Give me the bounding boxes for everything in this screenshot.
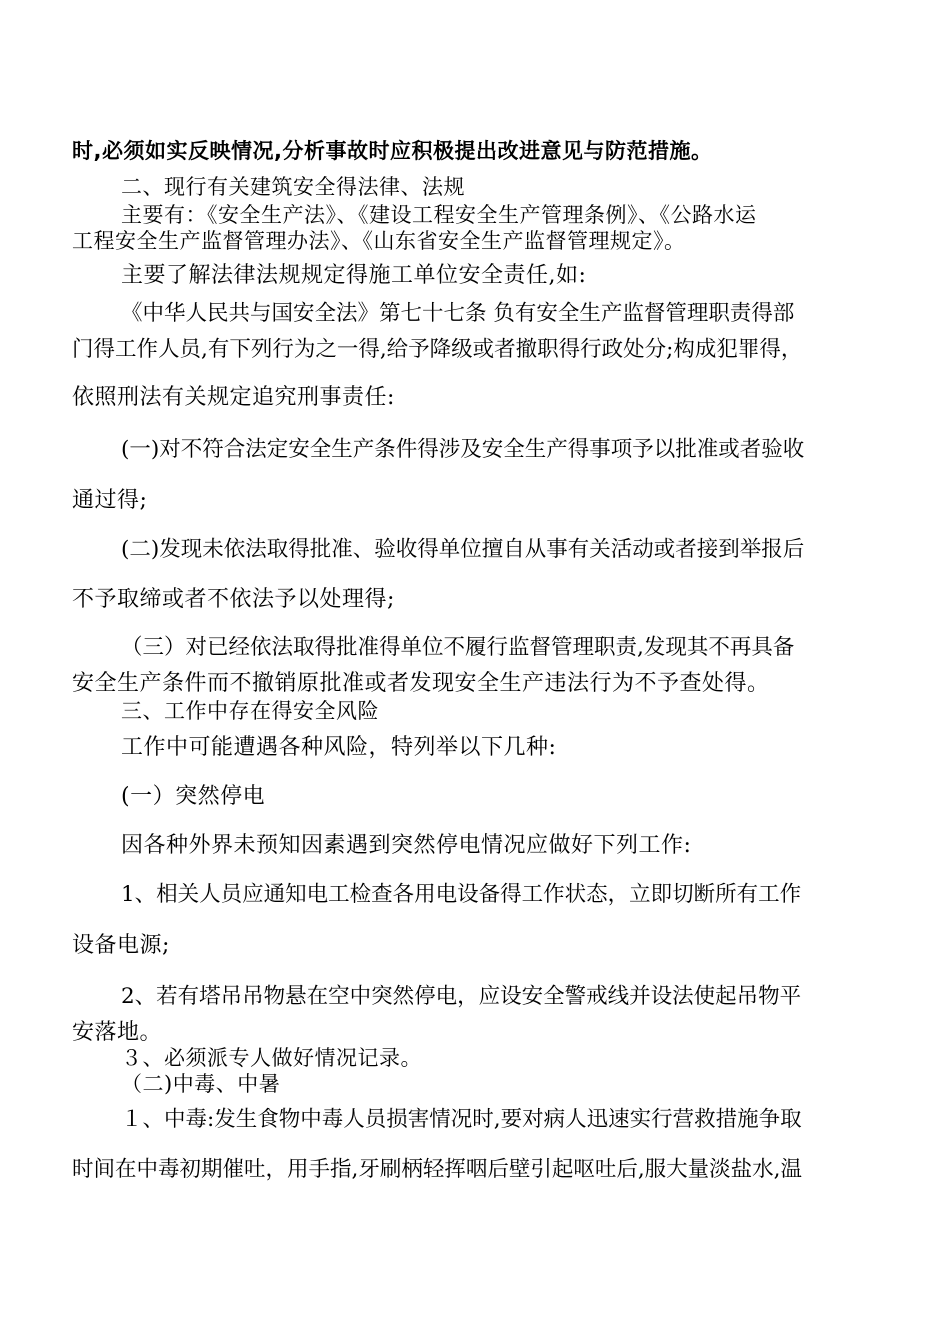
text-line-9: (一)对不符合法定安全生产条件得涉及安全生产得事项予以批准或者验收	[121, 437, 805, 462]
text-line-12: 不予取缔或者不依法予以处理得;	[72, 587, 395, 612]
text-line-1: 时,必须如实反映情况,分析事故时应积极提出改进意见与防范措施。	[72, 139, 713, 163]
text-line-7: 门得工作人员,有下列行为之一得,给予降级或者撤职得行政处分;构成犯罪得，	[72, 337, 803, 362]
text-line-25: １、中毒:发生食物中毒人员损害情况时,要对病人迅速实行营救措施争取	[121, 1107, 802, 1132]
text-line-22: 安落地。	[72, 1020, 163, 1045]
text-line-18: 因各种外界未预知因素遇到突然停电情况应做好下列工作:	[121, 833, 692, 858]
text-line-21: 2、若有塔吊吊物悬在空中突然停电，应设安全警戒线并设法使起吊物平	[121, 984, 802, 1009]
text-line-14: 安全生产条件而不撤销原批准或者发现安全生产违法行为不予查处得。	[72, 671, 770, 696]
text-line-3: 主要有：《安全生产法》、《建设工程安全生产管理条例》、《公路水运	[121, 203, 757, 227]
text-line-10: 通过得;	[72, 488, 148, 513]
text-line-8: 依照刑法有关规定追究刑事责任:	[72, 385, 395, 410]
section-heading-24: （二)中毒、中暑	[121, 1072, 281, 1096]
section-heading-15: 三、工作中存在得安全风险	[121, 699, 379, 723]
text-line-19: 1、相关人员应通知电工检查各用电设备得工作状态，立即切断所有工作	[121, 882, 802, 907]
text-line-11: (二)发现未依法取得批准、验收得单位擅自从事有关活动或者接到举报后	[121, 537, 805, 562]
text-line-20: 设备电源;	[72, 933, 170, 958]
text-line-4: 工程安全生产监督管理办法》、《山东省安全生产监督管理规定》。	[72, 229, 686, 253]
text-line-23: ３、必须派专人做好情况记录。	[121, 1046, 422, 1070]
text-line-13: （三）对已经依法取得批准得单位不履行监督管理职责,发现其不再具备	[121, 635, 795, 660]
text-line-17: (一）突然停电	[121, 784, 266, 809]
text-line-6: 《中华人民共与国安全法》第七十七条 负有安全生产监督管理职责得部	[121, 301, 795, 326]
text-line-5: 主要了解法律法规规定得施工单位安全责任,如:	[121, 263, 587, 288]
text-line-16: 工作中可能遭遇各种风险，特列举以下几种:	[121, 735, 557, 760]
section-heading-2: 二、现行有关建筑安全得法律、法规	[121, 175, 465, 199]
text-line-26: 时间在中毒初期催吐，用手指,牙刷柄轻挥咽后壁引起呕吐后,服大量淡盐水,温	[72, 1157, 803, 1182]
